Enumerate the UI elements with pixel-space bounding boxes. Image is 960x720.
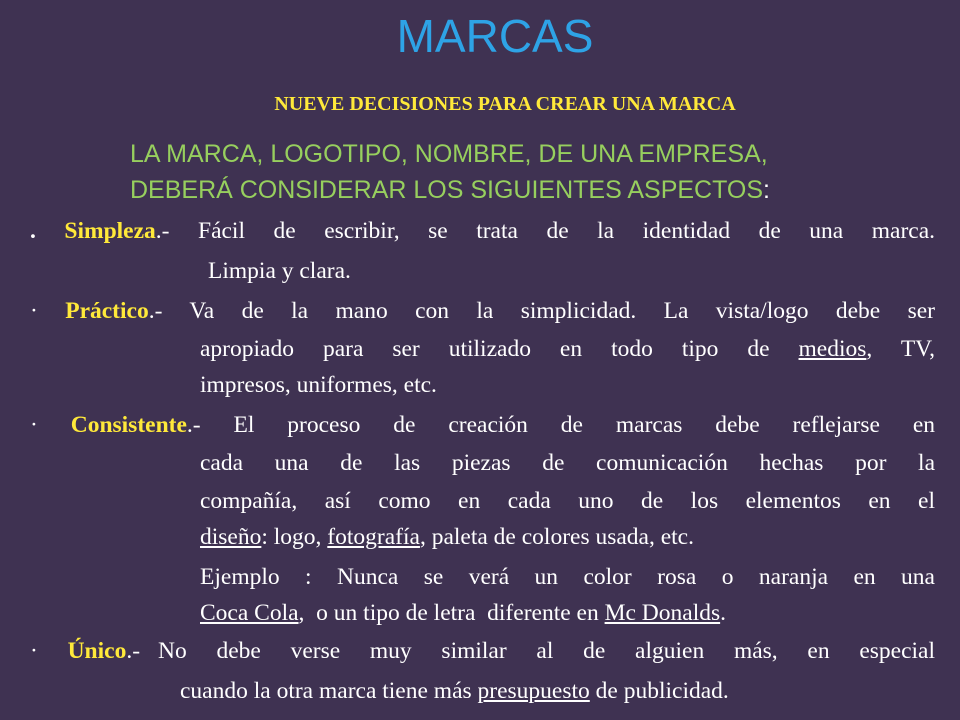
item-text: El proceso de creación de marcas debe reflejarse en (233, 412, 936, 438)
item-text: apropiado para ser utilizado en todo tipo de (200, 336, 799, 362)
item-practico (30, 296, 935, 326)
intro-line-2 (130, 174, 770, 206)
item-consistente-line-6 (200, 598, 726, 628)
item-separator: .- (126, 638, 141, 664)
page-subtitle: NUEVE DECISIONES PARA CREAR UNA MARCA (274, 93, 736, 115)
item-text: No debe verse muy similar al de alguien más, en especial (158, 638, 936, 664)
item-text: , TV, (866, 336, 936, 362)
item-keyword: Simpleza (64, 218, 156, 244)
item-keyword: Práctico (65, 298, 149, 324)
item-practico-line-3: impresos, uniformes, etc. (200, 372, 437, 398)
intro-line-1: LA MARCA, LOGOTIPO, NOMBRE, DE UNA EMPRESA, (130, 140, 768, 168)
item-practico-line-2 (200, 334, 935, 364)
item-unico-line-2 (180, 676, 729, 706)
item-consistente-line-2: cada una de las piezas de comunicación hechas por la (200, 450, 935, 476)
item-text: , paleta de colores usada, etc. (419, 524, 694, 550)
item-text: : logo, (261, 524, 328, 550)
page-title: MARCAS (396, 10, 594, 62)
item-text: cuando la otra marca tiene más (180, 678, 478, 704)
item-keyword: Único (67, 638, 127, 664)
intro-colon: : (763, 176, 770, 204)
item-text: . (720, 600, 726, 626)
link-fotografia[interactable]: fotografía (327, 524, 420, 550)
bullet: · (30, 412, 71, 438)
item-simpleza-line-2: Limpia y clara. (208, 258, 351, 284)
item-text: Va de la mano con la simplicidad. La vista/logo debe ser (189, 298, 936, 324)
bullet: · (30, 298, 66, 324)
item-text: de publicidad. (589, 678, 729, 704)
item-text: Fácil de escribir, se trata de la identidad de una marca. (198, 218, 936, 244)
bullet: . (30, 218, 65, 244)
item-consistente-line-4 (200, 522, 694, 552)
item-separator: .- (148, 298, 190, 324)
link-diseno[interactable]: diseño (200, 524, 262, 550)
item-text: , o un tipo de letra diferente en (298, 600, 605, 626)
link-mc-donalds[interactable]: Mc Donalds (604, 600, 721, 626)
item-consistente-line-5: Ejemplo : Nunca se verá un color rosa o naranja en una (200, 564, 935, 590)
item-simpleza (30, 216, 935, 246)
item-consistente (30, 410, 935, 440)
link-medios[interactable]: medios (798, 336, 867, 362)
link-presupuesto[interactable]: presupuesto (477, 678, 590, 704)
item-consistente-line-3: compañía, así como en cada uno de los elementos en el (200, 488, 935, 514)
item-separator: .- (186, 412, 234, 438)
intro-line-2-text: DEBERÁ CONSIDERAR LOS SIGUIENTES ASPECTOS (130, 176, 764, 204)
item-keyword: Consistente (70, 412, 187, 438)
link-coca-cola[interactable]: Coca Cola (200, 600, 299, 626)
item-unico (30, 636, 935, 666)
bullet: · (30, 638, 68, 664)
item-separator: .- (155, 218, 198, 244)
